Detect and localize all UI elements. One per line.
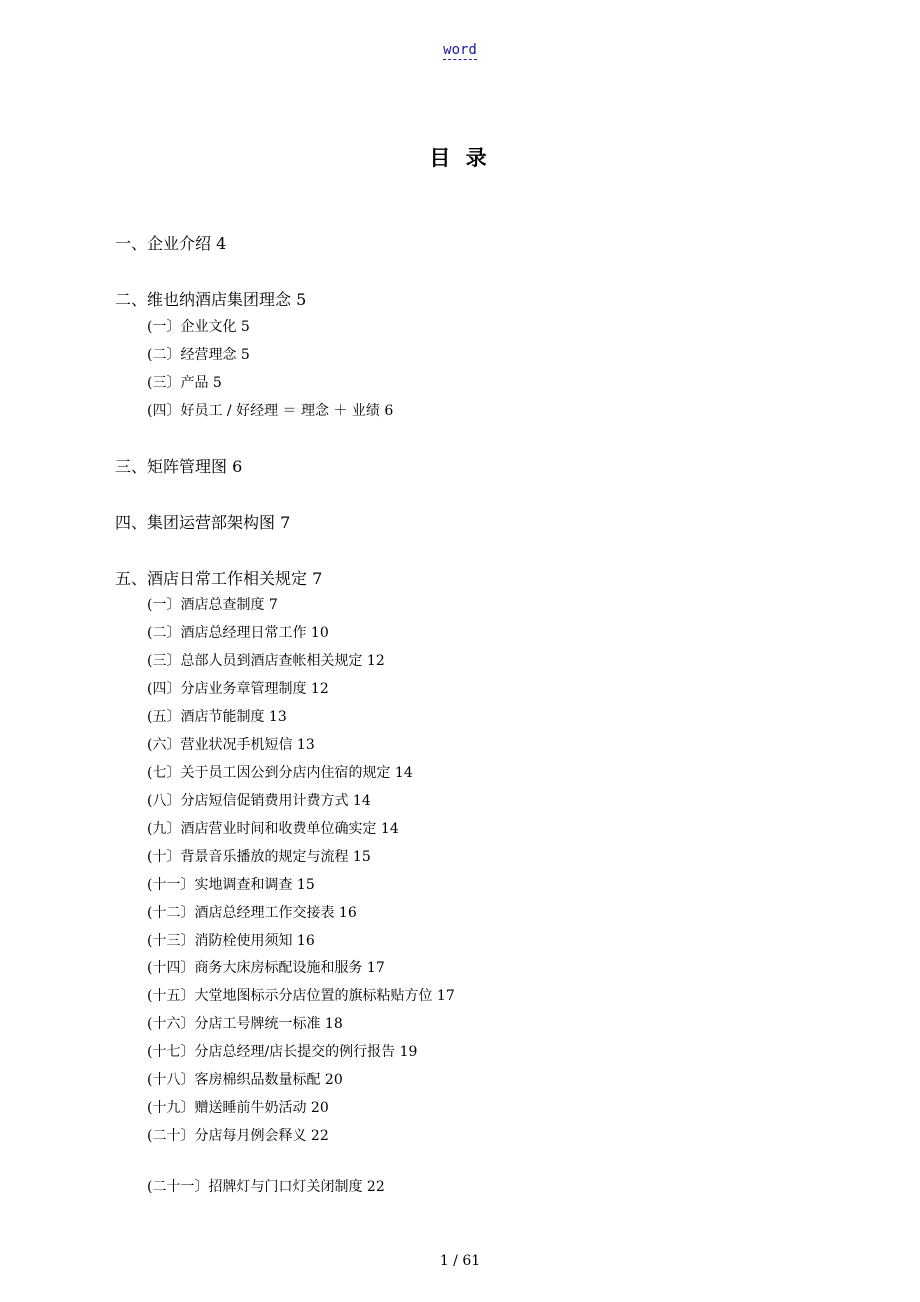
toc-entry-main[interactable]: 四、集团运营部架构图 7 [115, 513, 291, 532]
toc-entry-sub[interactable]: (四〕分店业务章管理制度 12 [147, 681, 329, 697]
toc-entry-sub[interactable]: (十一〕实地调查和调查 15 [147, 877, 315, 893]
toc-entry-sub[interactable]: (十八〕客房棉织品数量标配 20 [147, 1072, 343, 1088]
toc-entry-sub[interactable]: (九〕酒店营业时间和收费单位确实定 14 [147, 821, 399, 837]
toc-entry-sub[interactable]: (一〕企业文化 5 [147, 319, 250, 335]
toc-entry-sub[interactable]: (十六〕分店工号牌统一标准 18 [147, 1016, 343, 1032]
toc-entry-sub[interactable]: (六〕营业状况手机短信 13 [147, 737, 315, 753]
toc-entry-main[interactable]: 一、企业介绍 4 [115, 234, 227, 253]
toc-entry-sub[interactable]: (十二〕酒店总经理工作交接表 16 [147, 905, 357, 921]
toc-entry-main[interactable]: 三、矩阵管理图 6 [115, 457, 243, 476]
toc-entry-main[interactable]: 二、维也纳酒店集团理念 5 [115, 290, 307, 309]
toc-entry-main[interactable]: 五、酒店日常工作相关规定 7 [115, 569, 323, 588]
page-number: 1 / 61 [439, 1253, 481, 1269]
toc-entry-sub[interactable]: (八〕分店短信促销费用计费方式 14 [147, 793, 371, 809]
toc-entry-sub[interactable]: (二十一〕招牌灯与门口灯关闭制度 22 [147, 1179, 385, 1195]
toc-entry-sub[interactable]: (十七〕分店总经理/店长提交的例行报告 19 [147, 1044, 418, 1060]
page-title: 目 录 [429, 145, 491, 170]
toc-entry-sub[interactable]: (二〕经营理念 5 [147, 347, 250, 363]
toc-entry-sub[interactable]: (十〕背景音乐播放的规定与流程 15 [147, 849, 371, 865]
toc-entry-sub[interactable]: (三〕总部人员到酒店查帐相关规定 12 [147, 653, 385, 669]
toc-entry-sub[interactable]: (五〕酒店节能制度 13 [147, 709, 287, 725]
toc-entry-sub[interactable]: (十三〕消防栓使用须知 16 [147, 933, 315, 949]
toc-entry-sub[interactable]: (十九〕赠送睡前牛奶活动 20 [147, 1100, 329, 1116]
toc-entry-sub[interactable]: (四〕好员工 / 好经理 ＝ 理念 ＋ 业绩 6 [147, 403, 394, 419]
toc-entry-sub[interactable]: (二〕酒店总经理日常工作 10 [147, 625, 329, 641]
toc-entry-sub[interactable]: (十五〕大堂地图标示分店位置的旗标粘贴方位 17 [147, 988, 455, 1004]
toc-entry-sub[interactable]: (十四〕商务大床房标配设施和服务 17 [147, 960, 385, 976]
toc-entry-sub[interactable]: (三〕产品 5 [147, 375, 222, 391]
toc-entry-sub[interactable]: (一〕酒店总查制度 7 [147, 597, 278, 613]
toc-entry-sub[interactable]: (二十〕分店每月例会释义 22 [147, 1128, 329, 1144]
header-word-link-text[interactable]: word [443, 42, 477, 58]
header-word-link[interactable] [0, 42, 920, 58]
toc-entry-sub[interactable]: (七〕关于员工因公到分店内住宿的规定 14 [147, 765, 413, 781]
